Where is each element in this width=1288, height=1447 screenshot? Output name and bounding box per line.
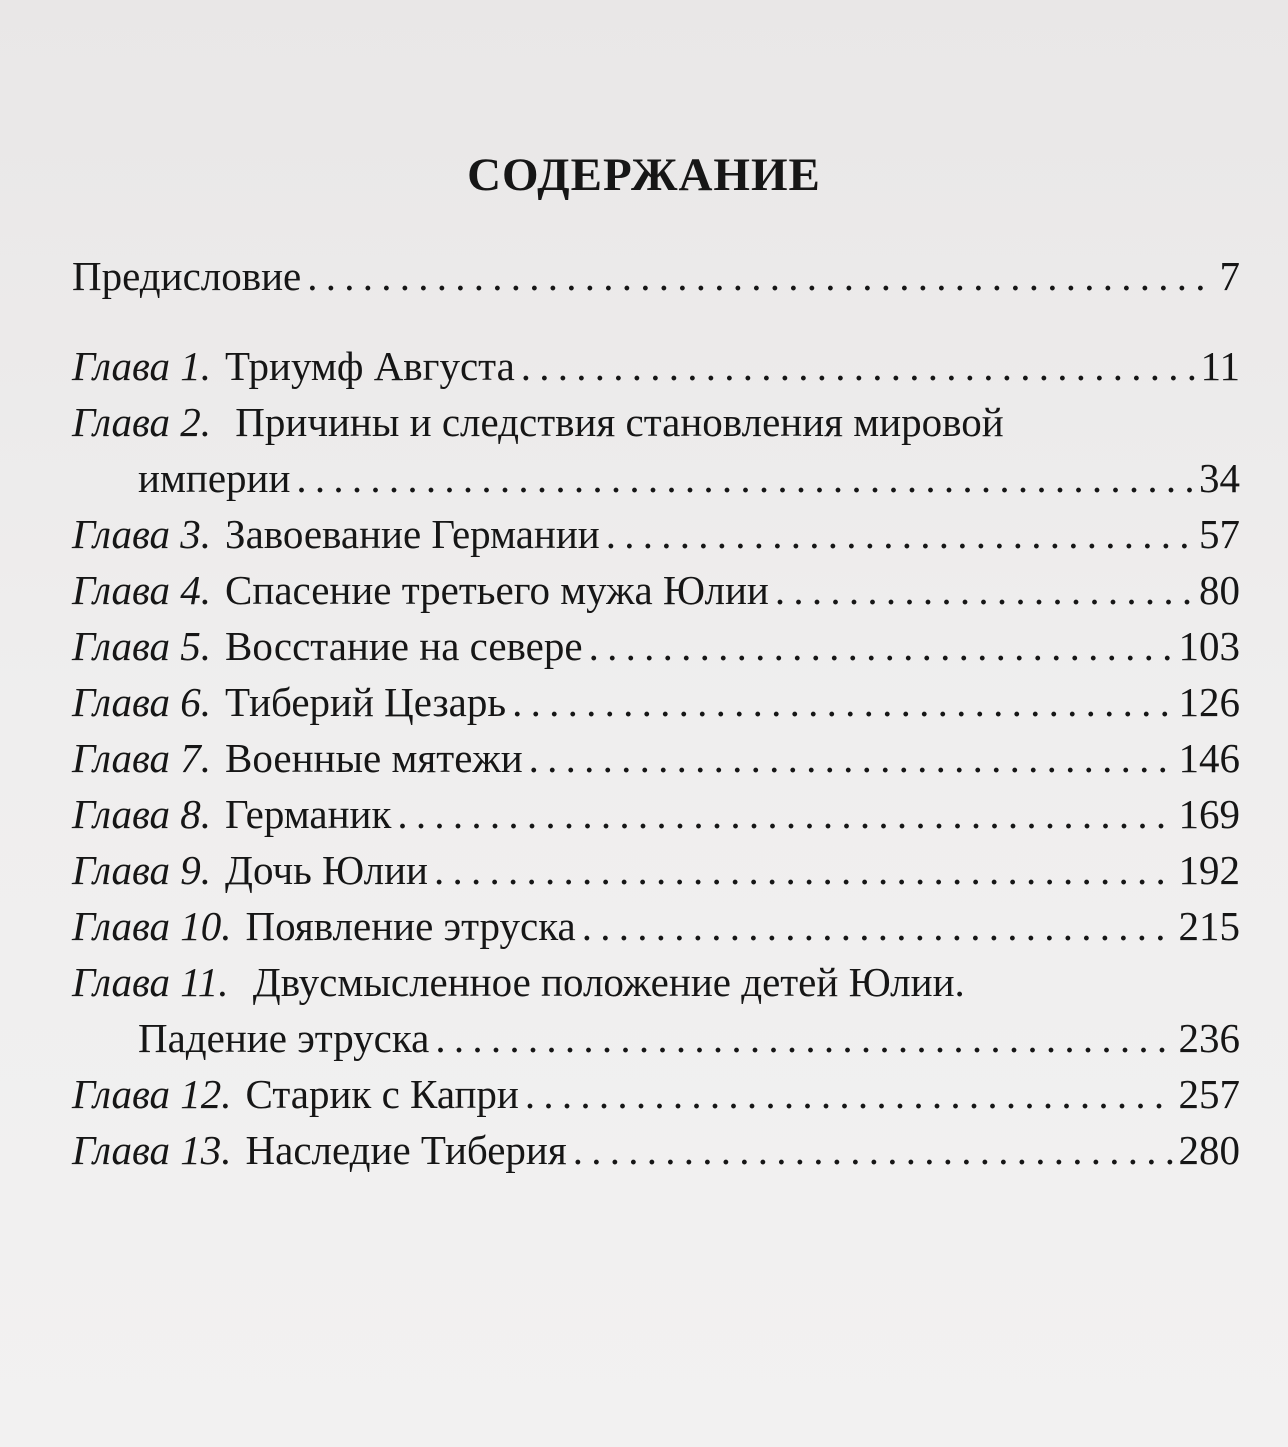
table-of-contents bbox=[72, 248, 1240, 1178]
dot-leader bbox=[582, 898, 1173, 954]
entry-text-continued: Падение этруска bbox=[138, 1015, 430, 1061]
dot-leader bbox=[573, 1122, 1173, 1178]
toc-entry-chapter-2-line2 bbox=[72, 450, 1240, 506]
chapter-label: Глава 2. bbox=[72, 399, 212, 445]
toc-entry-chapter-1 bbox=[72, 338, 1240, 394]
entry-text: Дочь Юлии bbox=[225, 847, 428, 893]
dot-leader bbox=[307, 248, 1213, 304]
page-number: 192 bbox=[1178, 847, 1240, 893]
dot-leader bbox=[529, 730, 1173, 786]
page-number: 7 bbox=[1219, 253, 1240, 299]
page-number: 34 bbox=[1199, 455, 1240, 501]
toc-entry-chapter-5 bbox=[72, 618, 1240, 674]
toc-entry-chapter-11-line2 bbox=[72, 1010, 1240, 1066]
chapter-label: Глава 10. bbox=[72, 903, 232, 949]
dot-leader bbox=[512, 674, 1172, 730]
toc-entry-chapter-13 bbox=[72, 1122, 1240, 1178]
dot-leader bbox=[397, 786, 1172, 842]
toc-entry-chapter-10 bbox=[72, 898, 1240, 954]
dot-leader bbox=[589, 618, 1173, 674]
toc-entry-chapter-11-line1 bbox=[72, 954, 1240, 1010]
entry-text: Завоевание Германии bbox=[225, 511, 600, 557]
entry-text: Германик bbox=[225, 791, 392, 837]
dot-leader bbox=[525, 1066, 1173, 1122]
chapter-label: Глава 3. bbox=[72, 511, 212, 557]
dot-leader bbox=[296, 450, 1193, 506]
toc-entry-preface bbox=[72, 248, 1240, 304]
page-number: 257 bbox=[1178, 1071, 1240, 1117]
page-number: 236 bbox=[1178, 1015, 1240, 1061]
chapter-label: Глава 6. bbox=[72, 679, 212, 725]
toc-title: СОДЕРЖАНИЕ bbox=[467, 149, 821, 201]
entry-text: Спасение третьего мужа Юлии bbox=[225, 567, 769, 613]
entry-text: Тиберий Цезарь bbox=[225, 679, 507, 725]
entry-text: Появление этруска bbox=[245, 903, 576, 949]
chapter-label: Глава 13. bbox=[72, 1127, 232, 1173]
page-number: 146 bbox=[1178, 735, 1240, 781]
dot-leader bbox=[606, 506, 1193, 562]
chapter-label: Глава 11. bbox=[72, 959, 229, 1005]
toc-entry-chapter-8 bbox=[72, 786, 1240, 842]
page-number: 103 bbox=[1178, 623, 1240, 669]
page-number: 126 bbox=[1178, 679, 1240, 725]
toc-entry-chapter-12 bbox=[72, 1066, 1240, 1122]
entry-text: Наследие Тиберия bbox=[245, 1127, 567, 1173]
entry-text: Триумф Августа bbox=[225, 343, 515, 389]
toc-entry-chapter-2-line1 bbox=[72, 394, 1240, 450]
chapter-label: Глава 12. bbox=[72, 1071, 232, 1117]
entry-text: Двусмысленное положение детей Юлии. bbox=[252, 959, 965, 1005]
dot-leader bbox=[775, 562, 1193, 618]
chapter-label: Глава 7. bbox=[72, 735, 212, 781]
toc-entry-chapter-7 bbox=[72, 730, 1240, 786]
dot-leader bbox=[521, 338, 1195, 394]
page-number: 80 bbox=[1199, 567, 1240, 613]
page-number: 57 bbox=[1199, 511, 1240, 557]
entry-text: Старик с Капри bbox=[245, 1071, 519, 1117]
entry-text: Причины и следствия становления мировой bbox=[235, 399, 1004, 445]
chapter-label: Глава 4. bbox=[72, 567, 212, 613]
toc-entry-chapter-3 bbox=[72, 506, 1240, 562]
page-number: 11 bbox=[1200, 343, 1240, 389]
chapter-label: Глава 1. bbox=[72, 343, 212, 389]
entry-text: Военные мятежи bbox=[225, 735, 523, 781]
entry-text-continued: империи bbox=[138, 455, 291, 501]
page-number: 169 bbox=[1178, 791, 1240, 837]
entry-text: Восстание на севере bbox=[225, 623, 583, 669]
page-number: 280 bbox=[1178, 1127, 1240, 1173]
toc-entry-chapter-4 bbox=[72, 562, 1240, 618]
dot-leader bbox=[434, 842, 1173, 898]
chapter-label: Глава 8. bbox=[72, 791, 212, 837]
toc-entry-chapter-9 bbox=[72, 842, 1240, 898]
entry-text: Предисловие bbox=[72, 253, 302, 299]
chapter-label: Глава 9. bbox=[72, 847, 212, 893]
chapter-label: Глава 5. bbox=[72, 623, 212, 669]
dot-leader bbox=[435, 1010, 1172, 1066]
toc-entry-chapter-6 bbox=[72, 674, 1240, 730]
page-number: 215 bbox=[1178, 903, 1240, 949]
